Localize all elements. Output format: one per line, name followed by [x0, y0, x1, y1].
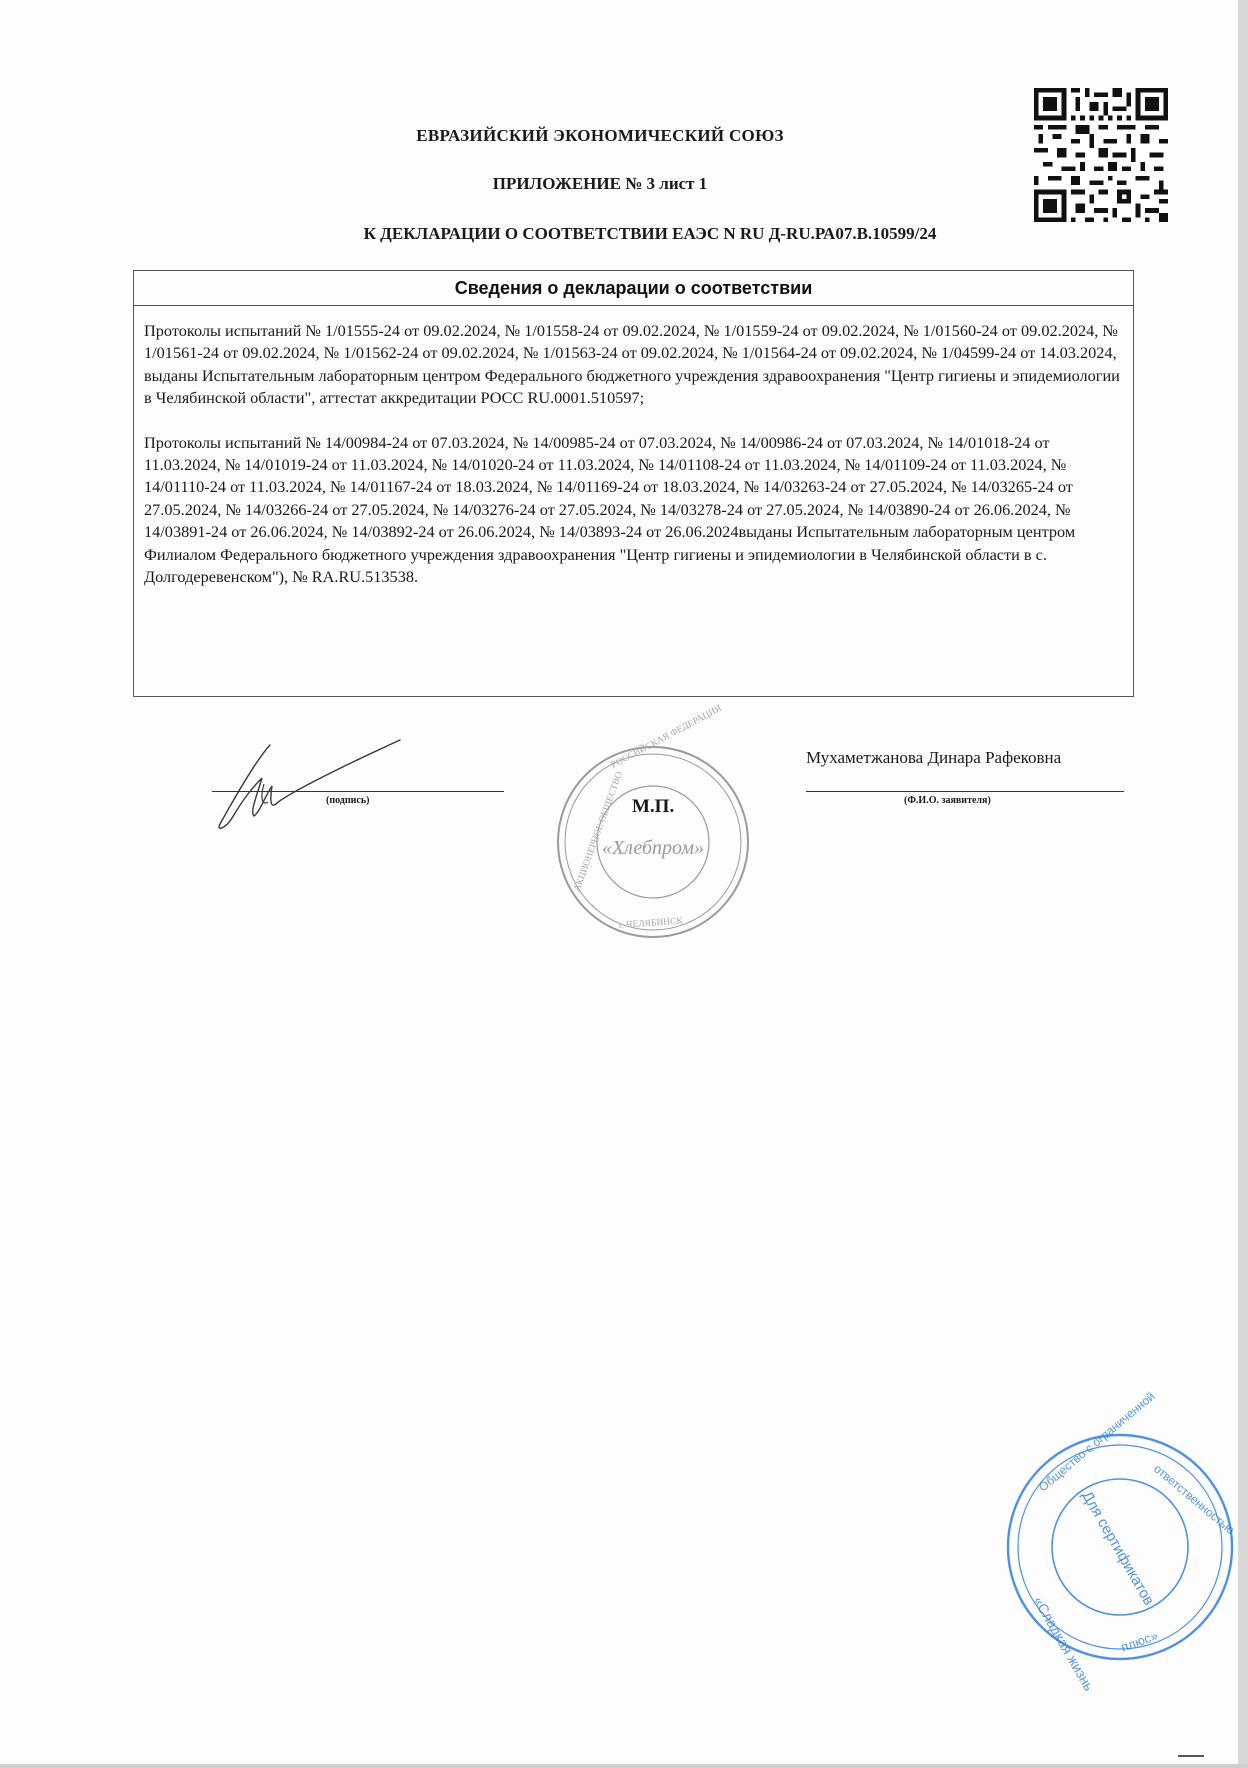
- applicant-name-line: [806, 791, 1124, 792]
- scan-edge-bottom: [0, 1764, 1248, 1768]
- signature-line: [212, 791, 504, 792]
- svg-text:плюс»: плюс»: [1118, 1627, 1160, 1655]
- svg-text:РОССИЙСКАЯ ФЕДЕРАЦИЯ: РОССИЙСКАЯ ФЕДЕРАЦИЯ: [609, 703, 724, 771]
- signature-label: (подпись): [326, 795, 370, 806]
- signature-scribble-icon: [200, 728, 440, 838]
- seal-place-label: М.П.: [632, 796, 675, 817]
- union-heading: ЕВРАЗИЙСКИЙ ЭКОНОМИЧЕСКИЙ СОЮЗ: [416, 126, 784, 145]
- test-protocols-paragraph-1: Протоколы испытаний № 1/01555-24 от 09.02.2024, № 1/01558-24 от 09.02.2024, № 1/01559-24 от 09.02.2024, № 1/01560-24 от 09.02.2024, № 1/01561-24 от 09.02.2024, № 1/01562-24 от 09.02.2024, № 1/01563-24 от 09.02.2024, № 1/01564-24 от 09.02.2024, № 1/04599-24 от 14.03.2024, выданы Испытательным лабораторным центром Федерального бюджетного учреждения здравоохранения "Центр гигиены и эпидемиологии в Челябинской области", аттестат аккредитации РОСС RU.0001.510597;: [144, 321, 1120, 408]
- declaration-info-box: [133, 270, 1134, 697]
- copy-certification-stamp: [1003, 1389, 1238, 1694]
- svg-text:«Сладкая жизнь: «Сладкая жизнь: [1030, 1593, 1098, 1694]
- scan-mark: [1178, 1755, 1204, 1757]
- info-box-title: Сведения о декларации о соответствии: [134, 271, 1133, 306]
- svg-text:Общество с ограниченной: Общество с ограниченной: [1035, 1389, 1158, 1495]
- svg-text:ответственностью: ответственностью: [1151, 1461, 1238, 1538]
- info-box-body: [134, 306, 1133, 588]
- svg-text:г. ЧЕЛЯБИНСК: г. ЧЕЛЯБИНСК: [618, 916, 684, 931]
- svg-text:АКЦИОНЕРНОЕ ОБЩЕСТВО: АКЦИОНЕРНОЕ ОБЩЕСТВО: [572, 770, 626, 894]
- company-stamp-text: «Хлебпром»: [601, 837, 705, 859]
- qr-code-icon: [1034, 88, 1168, 222]
- appendix-heading: ПРИЛОЖЕНИЕ № 3 лист 1: [492, 174, 708, 193]
- copy-stamp-text: Для сертификатов: [1078, 1488, 1158, 1609]
- company-seal-stamp: [553, 703, 753, 942]
- declaration-heading: К ДЕКЛАРАЦИИ О СООТВЕТСТВИИ ЕАЭС N RU Д-RU.РА07.В.10599/24: [363, 224, 937, 243]
- scan-edge: [1238, 0, 1248, 1768]
- applicant-label: (Ф.И.О. заявителя): [904, 795, 991, 806]
- test-protocols-paragraph-2: Протоколы испытаний № 14/00984-24 от 07.03.2024, № 14/00985-24 от 07.03.2024, № 14/00986-24 от 07.03.2024, № 14/01018-24 от 11.03.2024, № 14/01019-24 от 11.03.2024, № 14/01020-24 от 11.03.2024, № 14/01108-24 от 11.03.2024, № 14/01109-24 от 11.03.2024, № 14/01110-24 от 11.03.2024, № 14/01167-24 от 18.03.2024, № 14/01169-24 от 18.03.2024, № 14/03263-24 от 27.05.2024, № 14/03265-24 от 27.05.2024, № 14/03266-24 от 27.05.2024, № 14/03276-24 от 27.05.2024, № 14/03278-24 от 27.05.2024, № 14/03890-24 от 26.06.2024, № 14/03891-24 от 26.06.2024, № 14/03892-24 от 26.06.2024, № 14/03893-24 от 26.06.2024выданы Испытательным лабораторным центром Филиалом Федерального бюджетного учреждения здравоохранения "Центр гигиены и эпидемиологии в Челябинской области в с. Долгодеревенском"), № RA.RU.513538.: [144, 432, 1076, 587]
- applicant-name: Мухаметжанова Динара Рафековна: [806, 748, 1062, 767]
